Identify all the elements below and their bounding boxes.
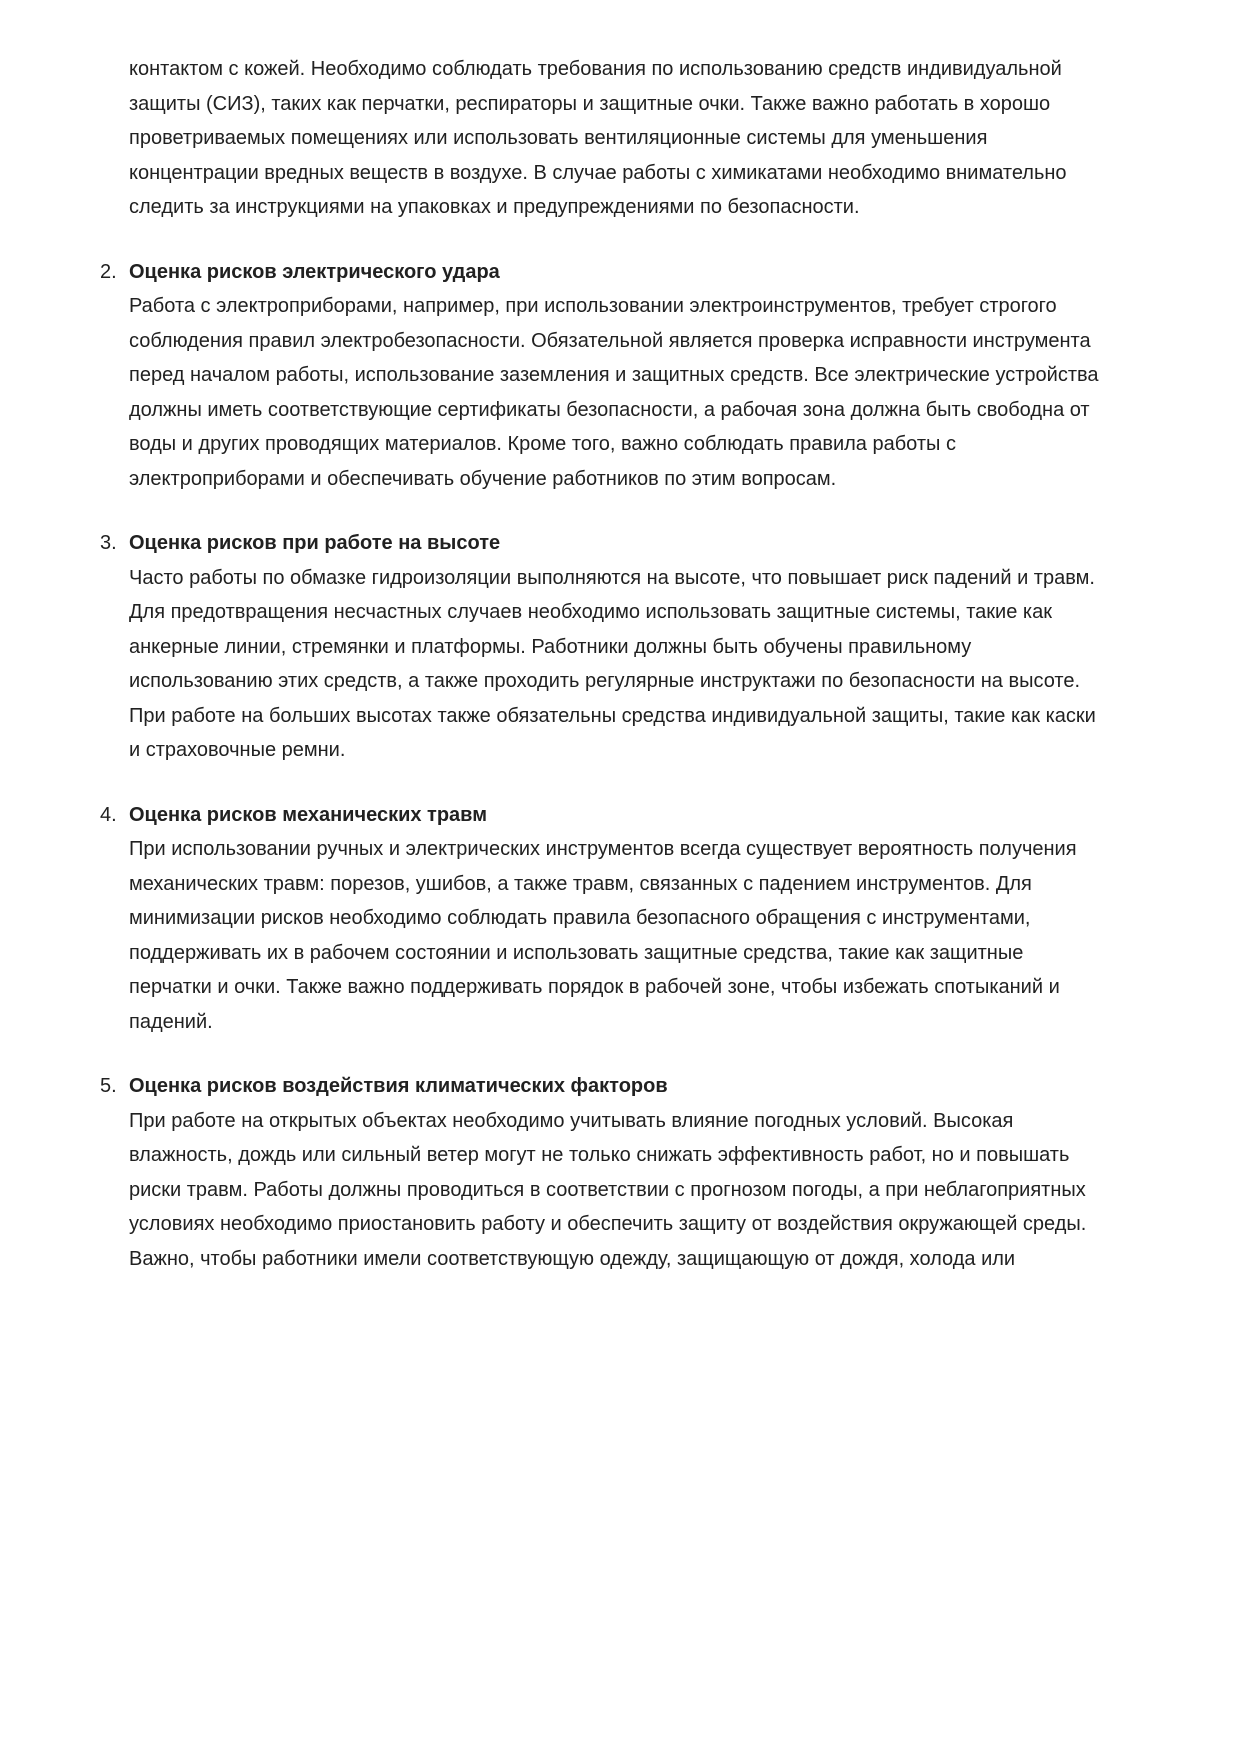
item-number: 2. bbox=[100, 260, 117, 283]
item-title: Оценка рисков электрического удара bbox=[129, 260, 500, 283]
risk-list bbox=[100, 255, 1110, 1277]
list-item-2 bbox=[100, 255, 1110, 497]
item-body: Часто работы по обмазке гидроизоляции выполняются на высоте, что повышает риск падений и травм. Для предотвращения несчастных случаев необходимо использовать защитные системы, такие как анкерные линии, стремянки и платформы. Работники должны быть обучены правильному использованию этих средств, а также проходить регулярные инструктажи по безопасности на высоте. При работе на больших высотах также обязательны средства индивидуальной защиты, такие как каски и страховочные ремни. bbox=[129, 566, 1096, 761]
item-number: 4. bbox=[100, 803, 117, 826]
item-body: При использовании ручных и электрических инструментов всегда существует вероятность получения механических травм: порезов, ушибов, а также травм, связанных с падением инструментов. Для минимизации рисков необходимо соблюдать правила безопасного обращения с инструментами, поддерживать их в рабочем состоянии и использовать защитные средства, такие как защитные перчатки и очки. Также важно поддерживать порядок в рабочей зоне, чтобы избежать спотыканий и падений. bbox=[129, 838, 1077, 1033]
list-item-3 bbox=[100, 526, 1110, 768]
list-item-4 bbox=[100, 798, 1110, 1040]
item-body: Работа с электроприборами, например, при использовании электроинструментов, требует строгого соблюдения правил электробезопасности. Обязательной является проверка исправности инструмента перед началом работы, использование заземления и защитных средств. Все электрические устройства должны иметь соответствующие сертификаты безопасности, а рабочая зона должна быть свободна от воды и других проводящих материалов. Кроме того, важно соблюдать правила работы с электроприборами и обеспечивать обучение работников по этим вопросам. bbox=[129, 295, 1099, 490]
intro-paragraph: контактом с кожей. Необходимо соблюдать требования по использованию средств индивидуальной защиты (СИЗ), таких как перчатки, респираторы и защитные очки. Также важно работать в хорошо проветриваемых помещениях или использовать вентиляционные системы для уменьшения концентрации вредных веществ в воздухе. В случае работы с химикатами необходимо внимательно следить за инструкциями на упаковках и предупреждениями по безопасности. bbox=[129, 58, 1067, 218]
item-title: Оценка рисков механических травм bbox=[129, 803, 488, 826]
list-item-5 bbox=[100, 1069, 1110, 1276]
item-number: 5. bbox=[100, 1075, 117, 1097]
item-title: Оценка рисков при работе на высоте bbox=[129, 532, 501, 554]
item-title: Оценка рисков воздействия климатических факторов bbox=[129, 1075, 668, 1097]
item-number: 3. bbox=[100, 532, 117, 554]
item-body: При работе на открытых объектах необходимо учитывать влияние погодных условий. Высокая влажность, дождь или сильный ветер могут не только снижать эффективность работ, но и повышать риски травм. Работы должны проводиться в соответствии с прогнозом погоды, а при неблагоприятных условиях необходимо приостановить работу и обеспечить защиту от воздействия окружающей среды. Важно, чтобы работники имели соответствующую одежду, защищающую от дождя, холода или bbox=[129, 1109, 1087, 1270]
